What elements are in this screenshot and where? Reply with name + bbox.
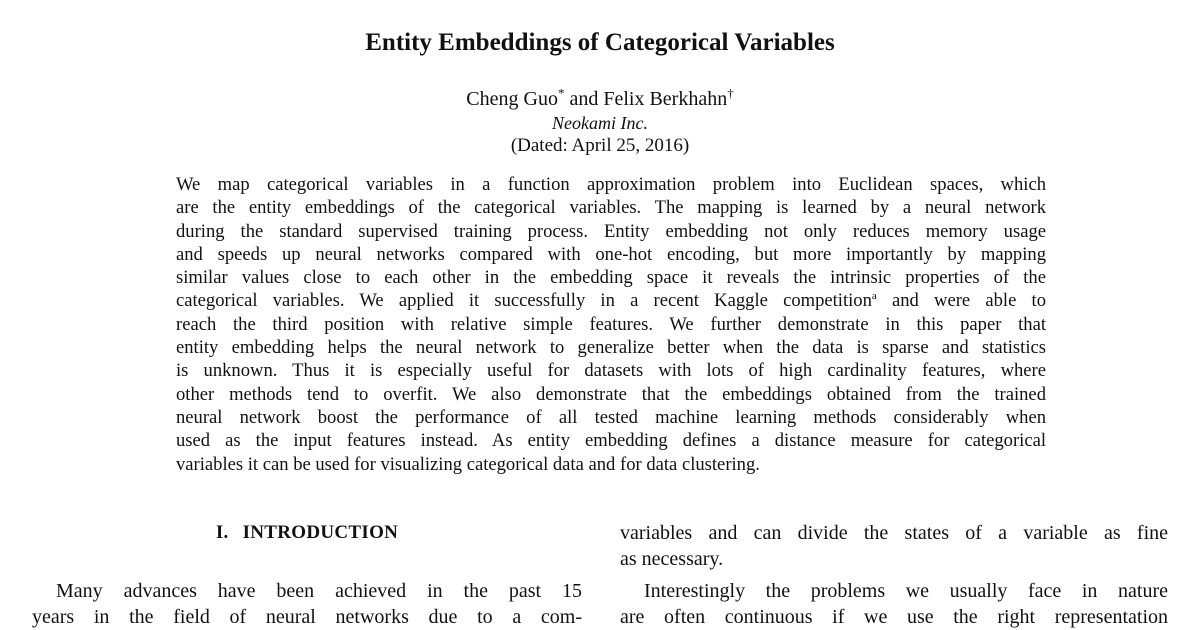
abstract-line-with-footnote <box>156 289 1046 312</box>
abstract-line: reach the third position with relative simple features. We further demonstrate in this paper that <box>176 313 1046 335</box>
author-conjunction: and <box>569 88 599 110</box>
abstract-line: during the standard supervised training process. Entity embedding not only reduces memory usage <box>176 220 1046 242</box>
date-line: (Dated: April 25, 2016) <box>510 135 690 156</box>
body-line: Many advances have been achieved in the past 15 <box>56 580 582 602</box>
author-name: Felix Berkhahn <box>603 88 728 110</box>
abstract-line: other methods tend to overfit. We also demonstrate that the embeddings obtained from the trained <box>176 383 1046 405</box>
abstract-line: variables it can be used for visualizing categorical data and for data clustering. <box>176 453 760 475</box>
author-footnote-mark: * <box>557 85 565 101</box>
abstract-line: neural network boost the performance of all tested machine learning methods considerably when <box>176 406 1046 428</box>
left-column-text <box>32 578 582 630</box>
abstract <box>156 173 1046 476</box>
section-heading <box>32 520 582 546</box>
section-title: INTRODUCTION <box>242 522 399 543</box>
abstract-text: and were able to <box>876 290 1046 312</box>
body-line: as necessary. <box>620 548 724 570</box>
abstract-line: We map categorical variables in a function approximation problem into Euclidean spaces, which <box>176 174 1046 195</box>
right-column-text <box>620 520 1168 630</box>
body-paragraph <box>620 520 1168 572</box>
author-footnote-mark: † <box>727 85 734 101</box>
abstract-line: and speeds up neural networks compared with one-hot encoding, but more importantly by mapping <box>176 243 1046 265</box>
body-line: Interestingly the problems we usually face in nature <box>644 580 1168 602</box>
abstract-line: entity embedding helps the neural network to generalize better when the data is sparse and statistics <box>176 337 1046 359</box>
abstract-line: is unknown. Thus it is especially useful for datasets with lots of high cardinality features, where <box>176 360 1046 382</box>
body-line: are often continuous if we use the right representation <box>620 606 1168 628</box>
footnote-mark[interactable]: a <box>871 290 877 303</box>
author-line <box>0 86 1200 112</box>
author-name: Cheng Guo <box>466 88 558 110</box>
abstract-line: are the entity embeddings of the categorical variables. The mapping is learned by a neural network <box>176 197 1046 219</box>
body-line: years in the field of neural networks due to a com- <box>32 606 582 628</box>
section-number: I. <box>215 522 229 543</box>
abstract-line: similar values close to each other in the embedding space it reveals the intrinsic properties of the <box>176 267 1046 289</box>
abstract-line: used as the input features instead. As entity embedding defines a distance measure for categorical <box>176 430 1046 452</box>
abstract-text: categorical variables. We applied it successfully in a recent Kaggle competition <box>176 290 872 312</box>
body-line: variables and can divide the states of a variable as fine <box>620 522 1168 544</box>
body-paragraph <box>620 578 1168 630</box>
paper-title: Entity Embeddings of Categorical Variables <box>365 29 835 56</box>
affiliation: Neokami Inc. <box>552 113 648 133</box>
